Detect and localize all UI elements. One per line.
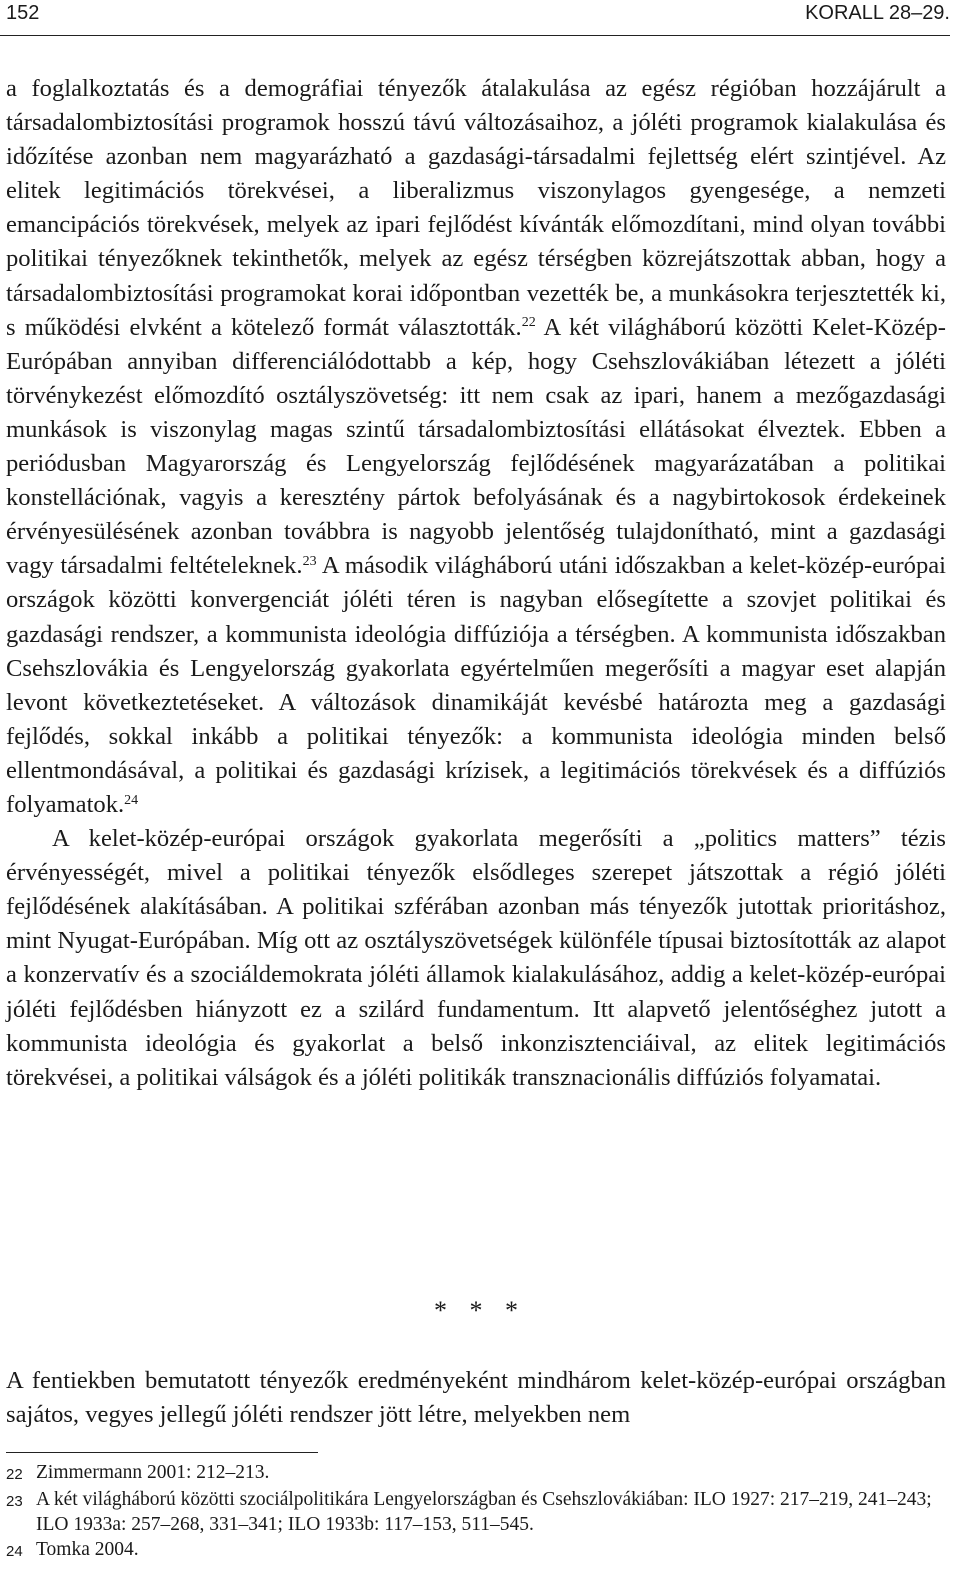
footnote-23 [6,1487,946,1537]
paragraph-1 [6,72,946,822]
footnote-22 [6,1460,946,1487]
footnote-text: A két világháború közötti szociálpolitikára Lengyelországban és Csehszlovákiában: ILO 1927: 217–219, 241–243; ILO 1933a: 257–268, 331–341; ILO 1933b: 117–153, 511–545. [36,1489,932,1535]
footnote-24 [6,1537,946,1564]
paragraph-1-part-c: A második világháború utáni időszakban a kelet-közép-európai országok közötti konvergenciát jóléti téren is nagyban elősegítette a szovjet politikai és gazdasági rendszer, a kommunista ideológia diffúziója a térségben. A kommunista időszakban Csehszlovákia és Lengyelország gyakorlata egyértelműen megerősíti a magyar eset alapján levont következtetéseket. A változások dinamikáját kevésbé határozta meg a gazdasági fejlődés, sokkal inkább a politikai tényezők: a kommunista ideológia minden belső ellentmondásával, a politikai és gazdasági krízisek, a legitimációs törekvések és a diffúziós folyamatok. [6,552,946,818]
running-header [6,0,950,30]
footnote-number: 23 [6,1493,23,1510]
footnote-number: 24 [6,1543,23,1560]
paragraph-2: A kelet-közép-európai országok gyakorlata megerősíti a „politics matters” tézis érvényességét, mivel a politikai tényezők elsődleges szerepet játszottak a régió jóléti fejlődésének alakításában. A politikai szférában azonban más tényezők jutottak prioritáshoz, mint Nyugat-Európában. Míg ott az osztályszövetségek különféle típusai biztosították az alapot a konzervatív és a szociáldemokrata jóléti államok kialakulásához, addig a kelet-közép-európai jóléti fejlődésben hiányzott ez a szilárd fundamentum. Itt alapvető jelentőséghez jutott a kommunista ideológia és gyakorlat a belső inkonzisztenciáival, az elitek legitimációs törekvései, a politikai válságok és a jóléti politikák transznacionális diffúziós folyamatai. [6,825,946,1091]
header-rule [0,35,950,36]
footnote-ref-22[interactable]: 22 [521,315,536,331]
closing-text [6,1364,946,1432]
footnote-number: 22 [6,1466,23,1483]
page-number: 152 [6,2,40,24]
section-separator: * * * [434,1296,526,1325]
paragraph-1-part-b: A két világháború közötti Kelet-Közép-Európában annyiban differenciálódottabb a kép, hogy Csehszlovákiában létezett a jóléti törvénykezést előmozdító osztályszövetség: itt nem csak az ipari, hanem a mezőgazdasági munkások is viszonylag magas szintű társadalombiztosítási ellátásokat élveztek. Ebben a periódusban Magyarország és Lengyelország fejlődésének magyarázatában a politikai konstellációnak, vagyis a keresztény pártok befolyásának és a nagybirtokosok érdekeinek érvényesülésének azonban továbbra is nagyobb jelentőség tulajdonítható, mint a gazdasági vagy társadalmi feltételeknek. [6,313,946,580]
paragraph-3: A fentiekben bemutatott tényezők eredményeként mindhárom kelet-közép-európai országban sajátos, vegyes jellegű jóléti rendszer jött létre, melyekben nem [6,1367,946,1429]
footnote-text: Tomka 2004. [36,1539,139,1560]
journal-title: KORALL 28–29. [805,2,950,24]
main-text [6,72,946,1095]
footnotes [6,1460,946,1564]
footnote-rule [6,1452,318,1453]
paragraph-1-part-a: a foglalkoztatás és a demográfiai tényezők átalakulása az egész régióban hozzájárult a társadalombiztosítási programok hosszú távú változásaihoz, a jóléti programok kialakulása és időzítése azonban nem magyarázható a gazdasági-társadalmi fejlettség elért szintjével. Az elitek legitimációs törekvései, a liberalizmus viszonylagos gyengesége, a nemzeti emancipációs törekvések, melyek az ipari fejlődést kívánták előmozdítani, mind olyan további politikai tényezőknek tekinthetők, melyek az egész térségben közrejátszottak abban, hogy a társadalombiztosítási programokat korai időpontban vezették be, a munkásokra terjesztették ki, s működési elvként a kötelező formát választották. [6,75,946,341]
footnote-ref-23[interactable]: 23 [302,554,317,570]
footnote-text: Zimmermann 2001: 212–213. [36,1462,270,1483]
footnote-ref-24[interactable]: 24 [124,792,139,808]
